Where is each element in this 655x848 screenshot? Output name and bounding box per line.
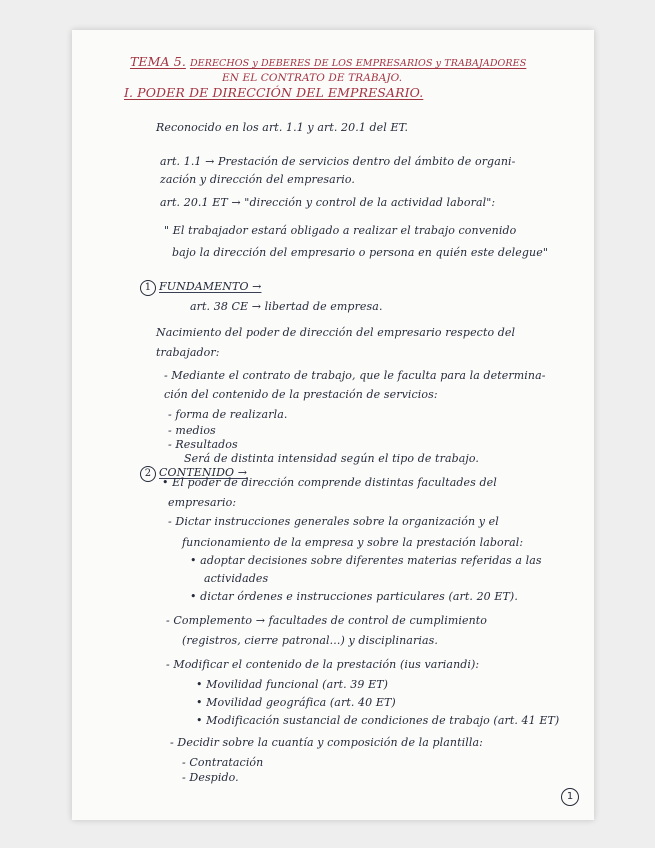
title-continuation: EN EL CONTRATO DE TRABAJO. <box>222 72 403 84</box>
list-item: - forma de realizarla. <box>168 408 288 421</box>
text-line: - Modificar el contenido de la prestación (ius variandi): <box>166 658 480 671</box>
list-item: - Contratación <box>182 756 264 769</box>
text-line: art. 20.1 ET → "dirección y control de la actividad laboral": <box>160 196 496 209</box>
page-number: 1 <box>561 788 579 806</box>
doc-title <box>130 54 526 69</box>
list-item: - Despido. <box>182 771 239 784</box>
list-item: • dictar órdenes e instrucciones particulares (art. 20 ET). <box>190 590 518 603</box>
heading-label: FUNDAMENTO → <box>159 280 262 293</box>
list-item: - Resultados <box>168 438 238 451</box>
text-line: zación y dirección del empresario. <box>160 173 355 186</box>
text-line: trabajador: <box>156 346 220 359</box>
number-circle: 1 <box>140 280 156 296</box>
title-lead: TEMA 5. <box>130 54 186 69</box>
text-line: - Dictar instrucciones generales sobre la organización y el <box>168 515 499 528</box>
text-line: Reconocido en los art. 1.1 y art. 20.1 del ET. <box>156 121 409 134</box>
text-line: empresario: <box>168 496 237 509</box>
text-line: art. 38 CE → libertad de empresa. <box>190 300 383 313</box>
list-item: • Movilidad funcional (art. 39 ET) <box>196 678 389 691</box>
text-line: - Mediante el contrato de trabajo, que le faculta para la determina- <box>164 369 546 382</box>
list-item: • Modificación sustancial de condiciones de trabajo (art. 41 ET) <box>196 714 560 727</box>
text-line: funcionamiento de la empresa y sobre la prestación laboral: <box>182 536 524 549</box>
text-line: - Complemento → facultades de control de cumplimiento <box>166 614 488 627</box>
text-line: • El poder de dirección comprende distintas facultades del <box>162 476 497 489</box>
list-item: - medios <box>168 424 216 437</box>
text-line: - Decidir sobre la cuantía y composición de la plantilla: <box>170 736 483 749</box>
list-item: • adoptar decisiones sobre diferentes materias referidas a las <box>190 554 542 567</box>
text-line: Nacimiento del poder de dirección del empresario respecto del <box>156 326 516 339</box>
list-item: • Movilidad geográfica (art. 40 ET) <box>196 696 396 709</box>
title-main: DERECHOS y DEBERES DE LOS EMPRESARIOS y TRABAJADORES <box>189 58 527 69</box>
notebook-page <box>72 30 594 820</box>
quote-line: " El trabajador estará obligado a realizar el trabajo convenido <box>164 224 517 237</box>
text-line: ción del contenido de la prestación de servicios: <box>164 388 438 401</box>
number-circle: 2 <box>140 466 156 482</box>
text-line: art. 1.1 → Prestación de servicios dentro del ámbito de organi- <box>160 155 516 168</box>
heading-label: CONTENIDO → <box>159 466 248 479</box>
text-line: Será de distinta intensidad según el tipo de trabajo. <box>184 452 480 465</box>
heading-fundamento <box>140 280 261 296</box>
section-title: I. PODER DE DIRECCIÓN DEL EMPRESARIO. <box>124 85 424 100</box>
text-line: (registros, cierre patronal...) y disciplinarias. <box>182 634 438 647</box>
quote-line: bajo la dirección del empresario o persona en quién este delegue" <box>172 246 549 259</box>
text-line: actividades <box>204 572 269 585</box>
